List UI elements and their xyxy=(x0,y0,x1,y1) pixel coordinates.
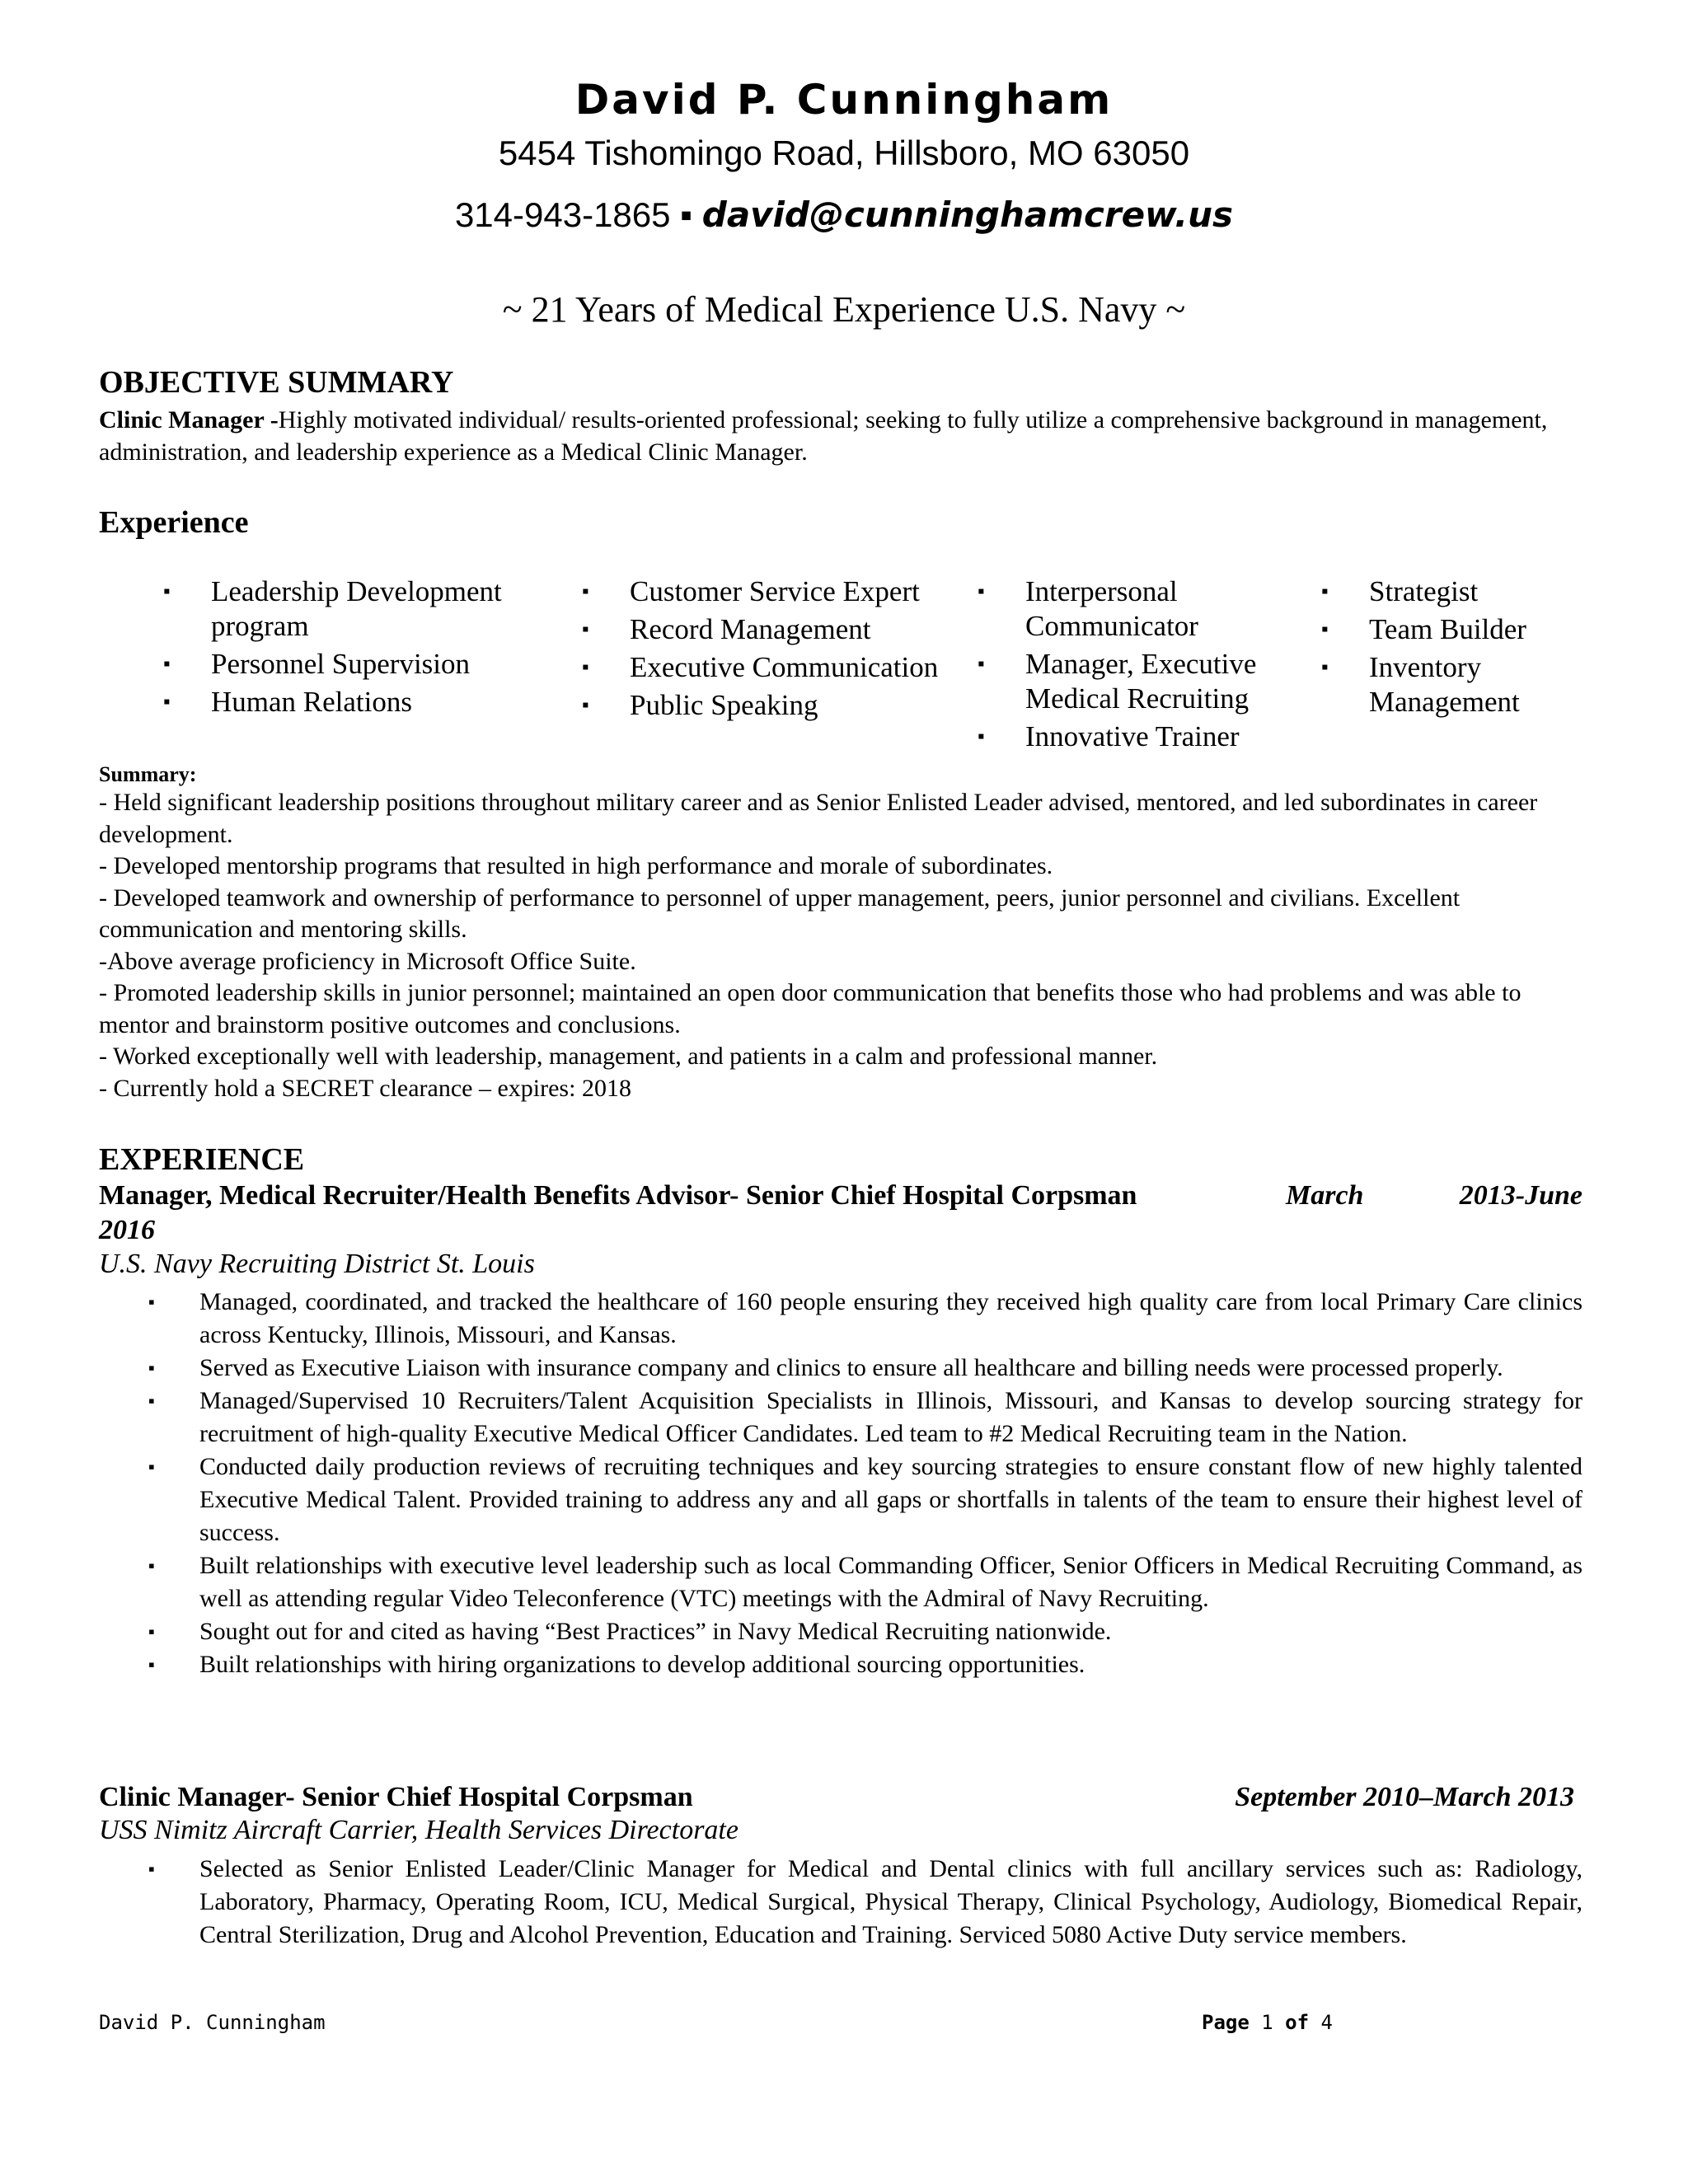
bullet-icon: ▪ xyxy=(1321,657,1329,678)
skill-item: ▪ Human Relations xyxy=(163,686,412,718)
list-item: ▪ Conducted daily production reviews of recruiting techniques and key sourcing strategies to ensure constant flow of new highly talented Executive Medical Talent. Provided training to address any and all gaps or shortfalls in talents of the team to ensure their highest level of success. xyxy=(148,1451,1582,1549)
objective-text xyxy=(99,404,1582,468)
list-item: ▪ Managed/Supervised 10 Recruiters/Talent Acquisition Specialists in Illinois, Missouri, and Kansas to develop sourcing strategy for recruitment of high-quality Executive Medical Officer Candidates. Led team to #2 Medical Recruiting team in the Nation. xyxy=(148,1385,1582,1451)
skill-item: ▪ Manager, Executive Medical Recruiting xyxy=(978,648,1257,715)
job-header xyxy=(99,1780,1574,1815)
phone: 314-943-1865 xyxy=(454,195,671,234)
bullet-icon: ▪ xyxy=(582,657,589,678)
skills-heading: Experience xyxy=(99,505,249,540)
summary-line: - Developed teamwork and ownership of performance to personnel of upper management, peers, junior personnel and civilians. Excellent communication and mentoring skills. xyxy=(99,883,1461,943)
skills-column-2 xyxy=(582,574,961,726)
job-dates: September 2010–March 2013 xyxy=(1235,1782,1574,1812)
objective-body: Highly motivated individual/ results-oriented professional; seeking to fully utilize a comprehensive background in management, administration, and leadership experience as a Medical Clinic Manager. xyxy=(99,406,1548,466)
list-item: ▪ Built relationships with executive level leadership such as local Commanding Officer, Senior Officers in Medical Recruiting Command, as well as attending regular Video Teleconference (VTC) meetings with the Admiral of Navy Recruiting. xyxy=(148,1549,1582,1615)
skill-item: ▪ Strategist xyxy=(1321,575,1479,607)
footer-page-number: Page 1 of 4 xyxy=(1202,2011,1333,2034)
summary-line: - Currently hold a SECRET clearance – expires: 2018 xyxy=(99,1074,631,1102)
job-organization: U.S. Navy Recruiting District St. Louis xyxy=(99,1249,535,1279)
summary-line: - Worked exceptionally well with leadership, management, and patients in a calm and professional manner. xyxy=(99,1043,1158,1070)
list-item: ▪ Selected as Senior Enlisted Leader/Clinic Manager for Medical and Dental clinics with full ancillary services such as: Radiology, Laboratory, Pharmacy, Operating Room, ICU, Medical Surgical, Physical Therapy, Clinical Psychology, Audiology, Biomedical Repair, Central Sterilization, Drug and Alcohol Prevention, Education and Training. Serviced 5080 Active Duty service members. xyxy=(148,1853,1582,1952)
bullet-icon: ▪ xyxy=(148,1357,155,1378)
list-item: ▪ Built relationships with hiring organizations to develop additional sourcing opportunities. xyxy=(148,1648,1582,1681)
summary-line: -Above average proficiency in Microsoft Office Suite. xyxy=(99,947,636,975)
bullet-icon: ▪ xyxy=(148,1291,155,1312)
job-title: Manager, Medical Recruiter/Health Benefits Advisor- Senior Chief Hospital Corpsman xyxy=(99,1180,1137,1211)
skill-item: ▪ Public Speaking xyxy=(582,689,818,721)
skills-column-3 xyxy=(978,574,1315,757)
bullet-icon: ▪ xyxy=(978,581,985,602)
summary-list xyxy=(99,787,1582,1104)
bullet-icon: ▪ xyxy=(148,1621,155,1642)
summary-line: - Promoted leadership skills in junior personnel; maintained an open door communication that benefits those who had problems and was able to mentor and brainstorm positive outcomes and conclusions. xyxy=(99,979,1522,1038)
objective-heading: OBJECTIVE SUMMARY xyxy=(99,365,454,400)
skill-item: ▪ Leadership Development program xyxy=(163,575,502,642)
tagline: ~ 21 Years of Medical Experience U.S. Navy ~ xyxy=(502,289,1186,330)
bullet-icon: ▪ xyxy=(163,691,171,713)
resume-name: David P. Cunningham xyxy=(574,76,1114,124)
separator-bullet: ▪ xyxy=(680,195,693,234)
bullet-icon: ▪ xyxy=(978,726,985,748)
bullet-icon: ▪ xyxy=(148,1858,155,1879)
bullet-icon: ▪ xyxy=(163,581,171,602)
summary-line: - Held significant leadership positions throughout military career and as Senior Enlisted Leader advised, mentored, and led subordinates in career development. xyxy=(99,789,1538,848)
job-dates-year: 2016 xyxy=(99,1215,155,1245)
summary-heading: Summary: xyxy=(99,762,197,786)
skill-item: ▪ Customer Service Expert xyxy=(582,575,920,607)
bullet-icon: ▪ xyxy=(978,654,985,675)
skill-item: ▪ Innovative Trainer xyxy=(978,720,1240,752)
job-bullets xyxy=(148,1286,1582,1681)
skill-item: ▪ Interpersonal Communicator xyxy=(978,575,1198,642)
list-item: ▪ Served as Executive Liaison with insurance company and clinics to ensure all healthcare and billing needs were processed properly. xyxy=(148,1352,1582,1385)
bullet-icon: ▪ xyxy=(148,1555,155,1576)
bullet-icon: ▪ xyxy=(148,1390,155,1411)
list-item: ▪ Sought out for and cited as having “Best Practices” in Navy Medical Recruiting nationwide. xyxy=(148,1615,1582,1648)
bullet-icon: ▪ xyxy=(582,695,589,716)
objective-lead: Clinic Manager - xyxy=(99,406,279,434)
bullet-icon: ▪ xyxy=(582,581,589,602)
job-title: Clinic Manager- Senior Chief Hospital Corpsman xyxy=(99,1782,693,1812)
skills-column-1 xyxy=(163,574,551,723)
skill-item: ▪ Record Management xyxy=(582,613,871,645)
experience-heading: EXPERIENCE xyxy=(99,1142,305,1177)
bullet-icon: ▪ xyxy=(148,1456,155,1477)
skill-item: ▪ Executive Communication xyxy=(582,651,939,683)
bullet-icon: ▪ xyxy=(582,619,589,640)
bullet-icon: ▪ xyxy=(163,654,171,675)
address: 5454 Tishomingo Road, Hillsboro, MO 63050 xyxy=(498,134,1190,172)
email-link[interactable]: david@cunninghamcrew.us xyxy=(701,194,1234,235)
bullet-icon: ▪ xyxy=(148,1654,155,1675)
skill-item: ▪ Inventory Management xyxy=(1321,651,1520,718)
contact-line xyxy=(0,194,1688,235)
job-organization: USS Nimitz Aircraft Carrier, Health Services Directorate xyxy=(99,1815,738,1845)
job-dates-start: March xyxy=(1286,1180,1364,1211)
job-bullets xyxy=(148,1853,1582,1952)
summary-line: - Developed mentorship programs that resulted in high performance and morale of subordinates. xyxy=(99,852,1053,879)
job-header xyxy=(99,1179,1582,1248)
skill-item: ▪ Team Builder xyxy=(1321,613,1526,645)
list-item: ▪ Managed, coordinated, and tracked the healthcare of 160 people ensuring they received high quality care from local Primary Care clinics across Kentucky, Illinois, Missouri, and Kansas. xyxy=(148,1286,1582,1352)
footer-name: David P. Cunningham xyxy=(99,2011,326,2034)
bullet-icon: ▪ xyxy=(1321,619,1329,640)
bullet-icon: ▪ xyxy=(1321,581,1329,602)
job-dates-end: 2013-June xyxy=(1459,1180,1582,1211)
skill-item: ▪ Personnel Supervision xyxy=(163,648,471,680)
skills-column-4 xyxy=(1321,574,1568,723)
